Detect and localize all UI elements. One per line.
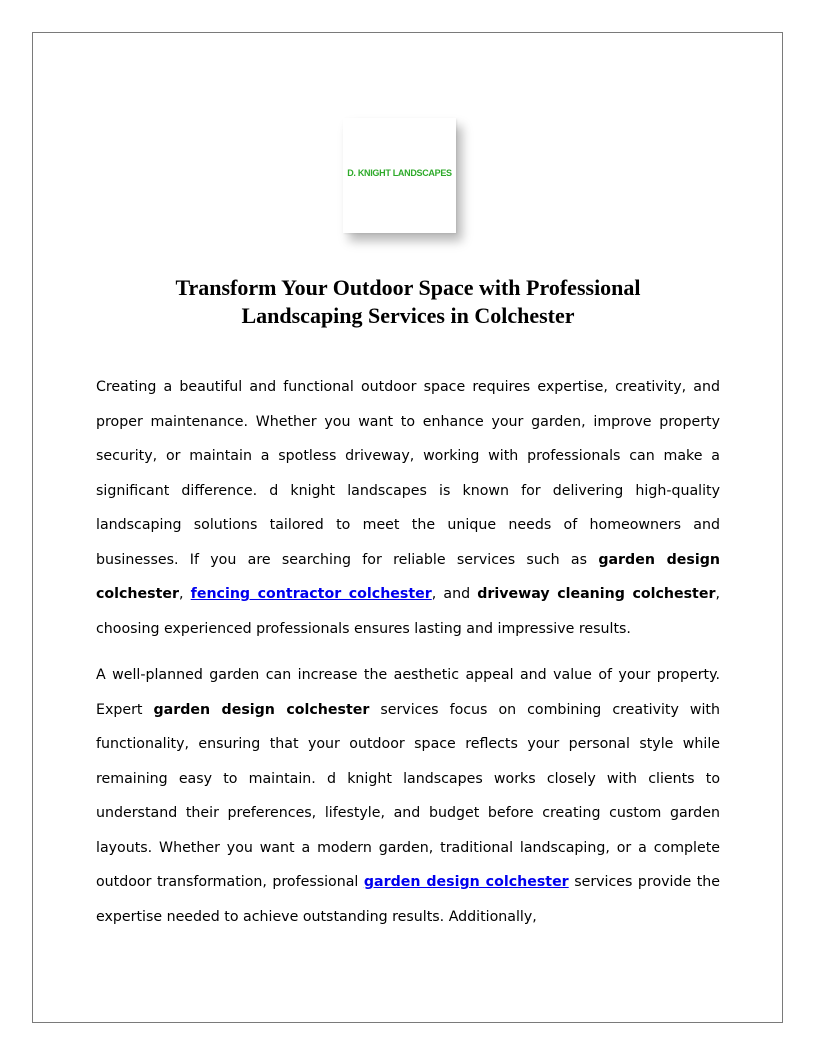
paragraph-garden-design <box>96 658 720 934</box>
logo-text: D. KNIGHT LANDSCAPES <box>347 168 452 178</box>
keyword-driveway-cleaning: driveway cleaning colchester <box>477 586 716 602</box>
link-garden-design[interactable]: garden design colchester <box>363 874 569 890</box>
text-run: Creating a beautiful and functional outdoor space requires expertise, creativity, and proper maintenance. Whether you want to enhance your garden, improve property security, or maintain a spotless driveway, working with professionals can make a significant difference. d knight landscapes is known for delivering high-quality landscaping solutions tailored to meet the unique needs of homeowners and businesses. If you are searching for reliable services such as <box>96 379 720 568</box>
text-run: , and <box>431 586 478 602</box>
text-run: , choosing experienced professionals ensures lasting and impressive results. <box>96 586 720 637</box>
page-title <box>96 274 720 330</box>
title-line-1: Transform Your Outdoor Space with Professional <box>175 275 641 300</box>
title-line-2: Landscaping Services in Colchester <box>241 303 575 328</box>
paragraph-intro <box>96 370 720 646</box>
link-fencing-contractor[interactable]: fencing contractor colchester <box>190 586 432 602</box>
text-run: services focus on combining creativity with functionality, ensuring that your outdoor space reflects your personal style while remaining easy to maintain. d knight landscapes works closely with clients to understand their preferences, lifestyle, and budget before creating custom garden layouts. Whether you want a modern garden, traditional landscaping, or a complete outdoor transformation, professional <box>96 701 720 890</box>
company-logo <box>343 118 456 233</box>
text-run: , <box>179 586 191 602</box>
keyword-garden-design: garden design colchester <box>96 551 720 602</box>
keyword-garden-design: garden design colchester <box>153 701 370 718</box>
text-run: A well-planned garden can increase the aesthetic appeal and value of your property. Expert <box>96 667 720 718</box>
document-body <box>96 370 720 934</box>
text-run: services provide the expertise needed to achieve outstanding results. Additionally, <box>96 874 720 925</box>
